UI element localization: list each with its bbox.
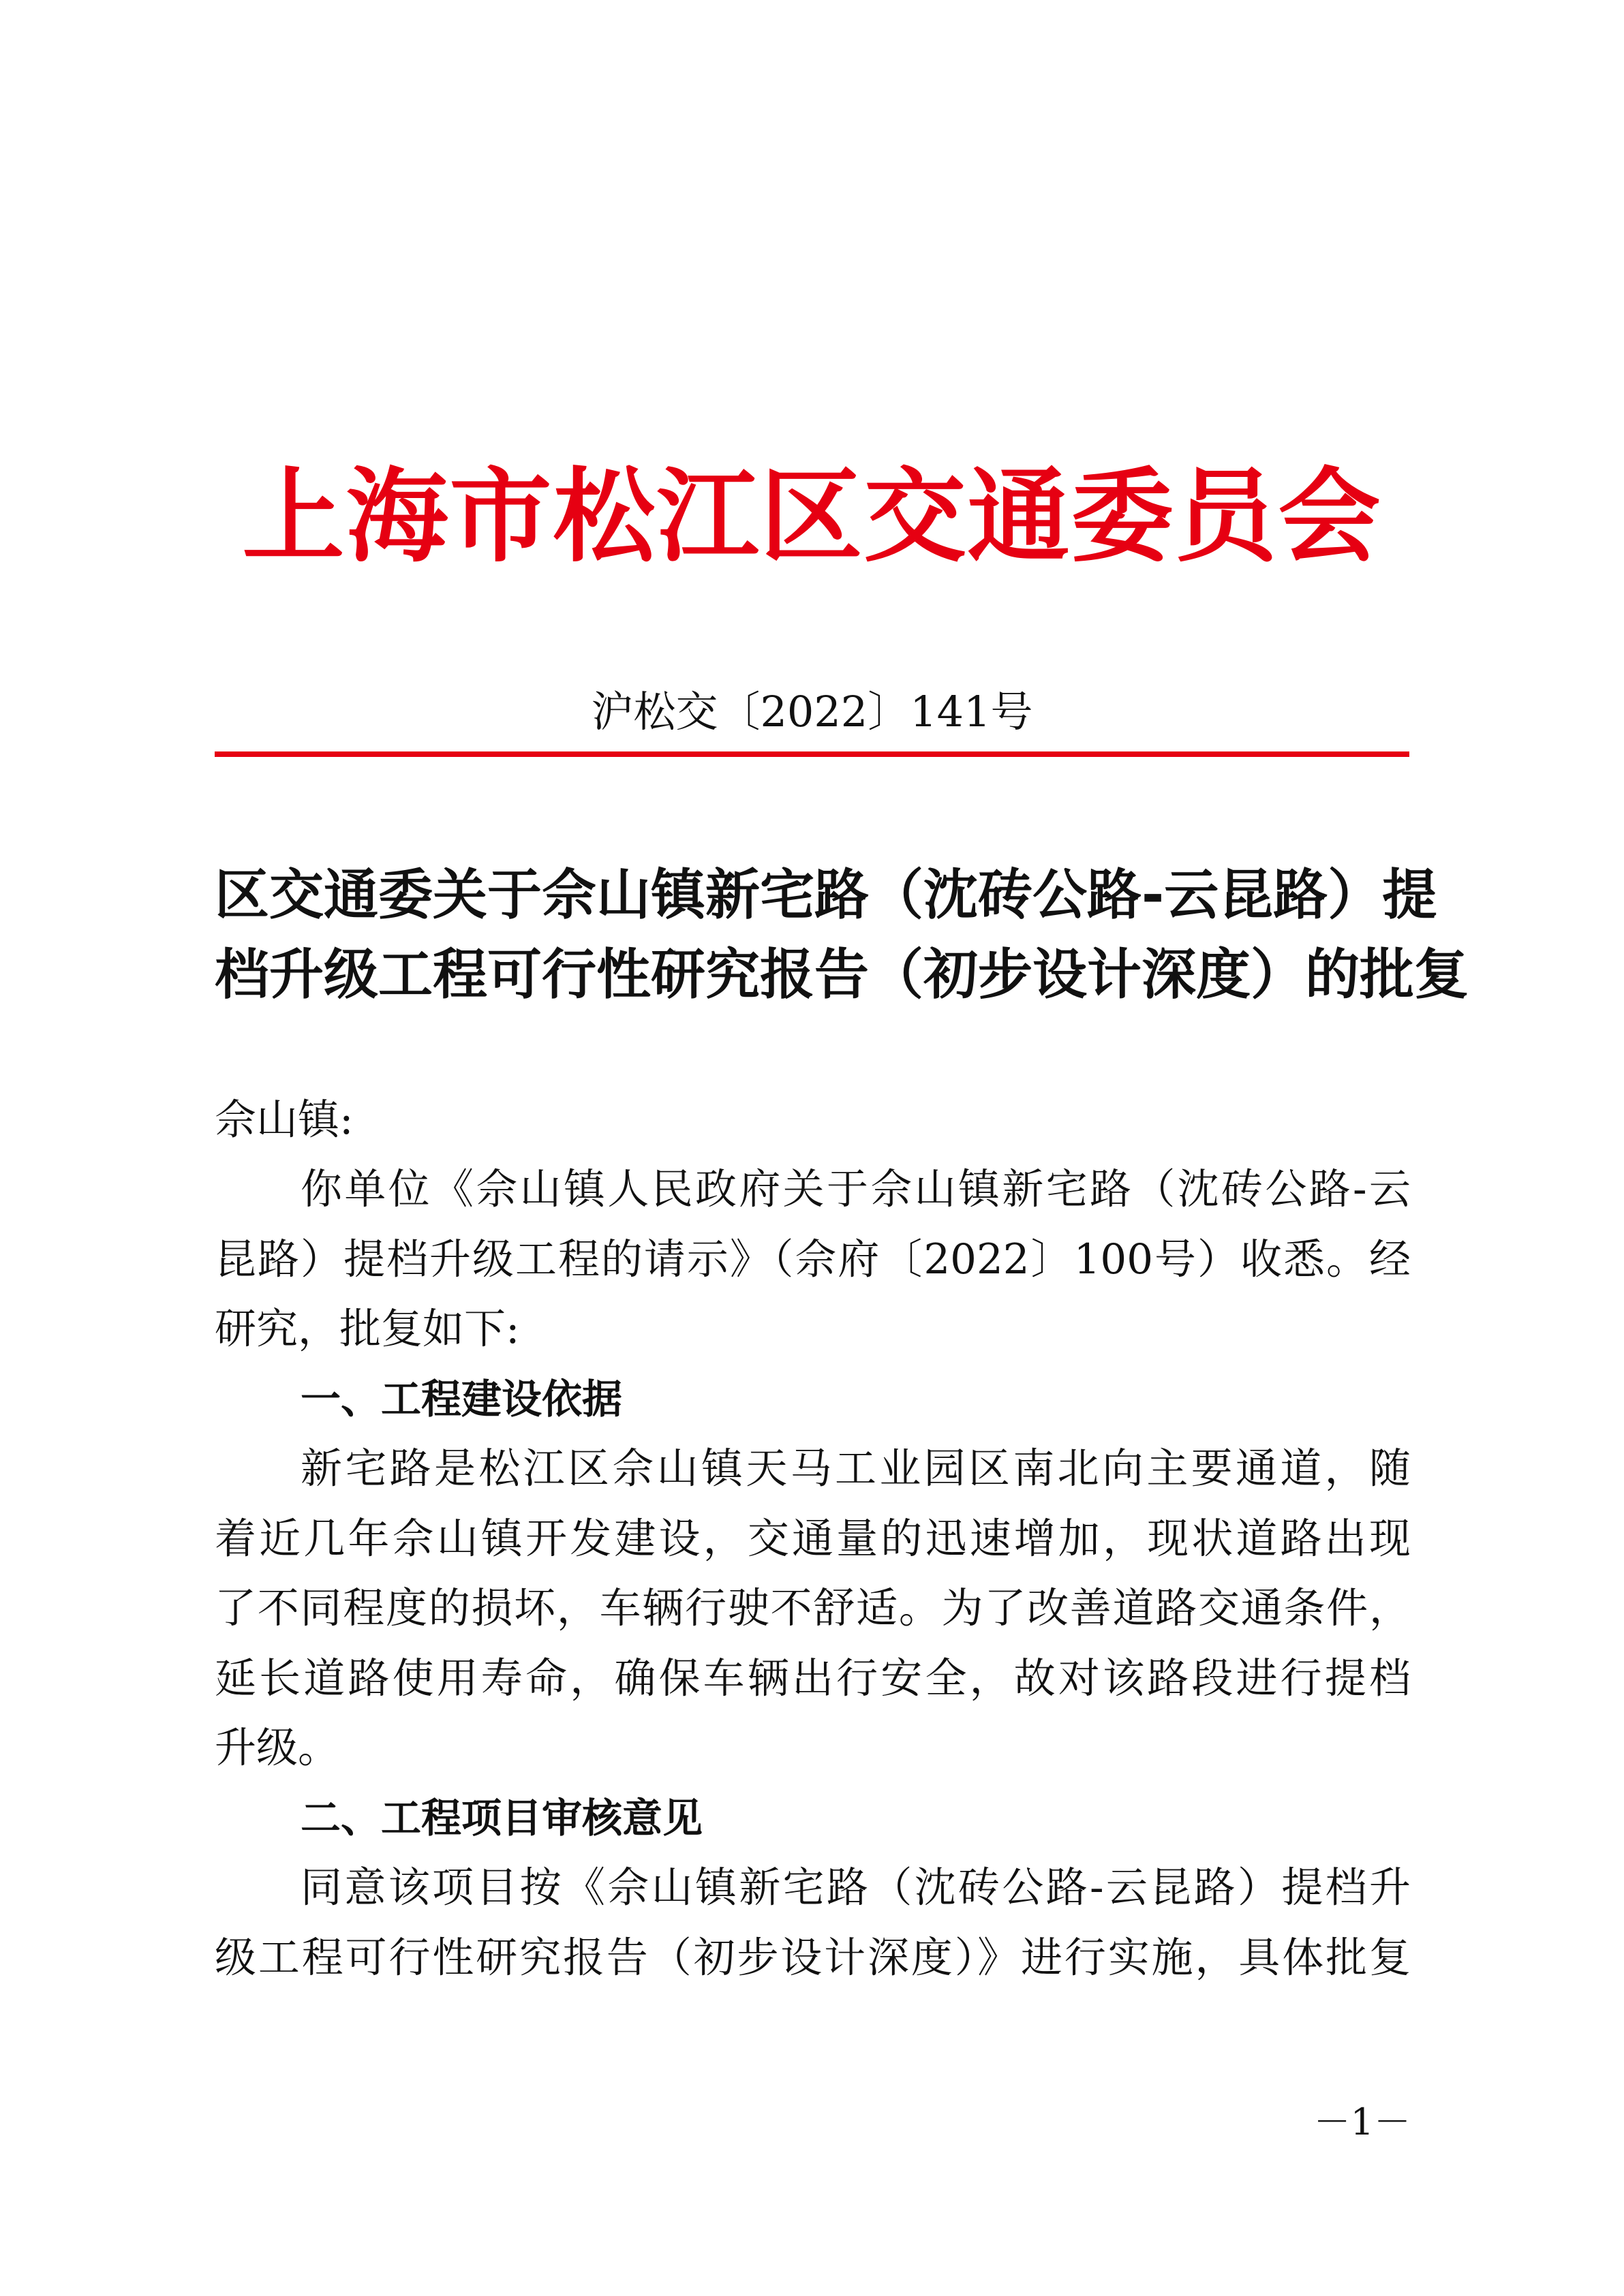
document-title-line: 档升级工程可行性研究报告（初步设计深度）的批复 — [215, 943, 1469, 1006]
issuing-authority-title: 上海市松江区交通委员会 — [242, 456, 1382, 576]
body-line: 新宅路是松江区佘山镇天马工业园区南北向主要通道，随 — [301, 1444, 1411, 1493]
red-divider-line — [215, 751, 1409, 757]
body-line: 级工程可行性研究报告（初步设计深度）》进行实施，具体批复 — [215, 1933, 1411, 1982]
body-line: 升级。 — [215, 1724, 340, 1772]
body-line: 了不同程度的损坏，车辆行驶不舒适。为了改善道路交通条件， — [215, 1584, 1411, 1632]
page-number: －1－ — [1313, 2100, 1411, 2143]
body-line: 你单位《佘山镇人民政府关于佘山镇新宅路（沈砖公路-云 — [301, 1165, 1411, 1213]
document-title-line: 区交通委关于佘山镇新宅路（沈砖公路-云昆路）提 — [215, 863, 1437, 927]
body-line: 昆路）提档升级工程的请示》（佘府〔2022〕100号）收悉。经 — [215, 1235, 1411, 1284]
document-number: 沪松交〔2022〕141号 — [591, 687, 1033, 736]
body-line: 研究，批复如下: — [215, 1305, 520, 1353]
document-title — [215, 855, 1469, 1014]
recipient: 佘山镇: — [215, 1096, 354, 1144]
section-heading: 二、工程项目审核意见 — [301, 1794, 703, 1842]
section-heading: 一、工程建设依据 — [301, 1375, 623, 1423]
body-line: 着近几年佘山镇开发建设，交通量的迅速增加，现状道路出现 — [215, 1514, 1411, 1563]
document-body — [215, 1155, 1411, 1993]
body-line: 同意该项目按《佘山镇新宅路（沈砖公路-云昆路）提档升 — [301, 1863, 1411, 1912]
body-line: 延长道路使用寿命，确保车辆出行安全，故对该路段进行提档 — [215, 1654, 1411, 1703]
